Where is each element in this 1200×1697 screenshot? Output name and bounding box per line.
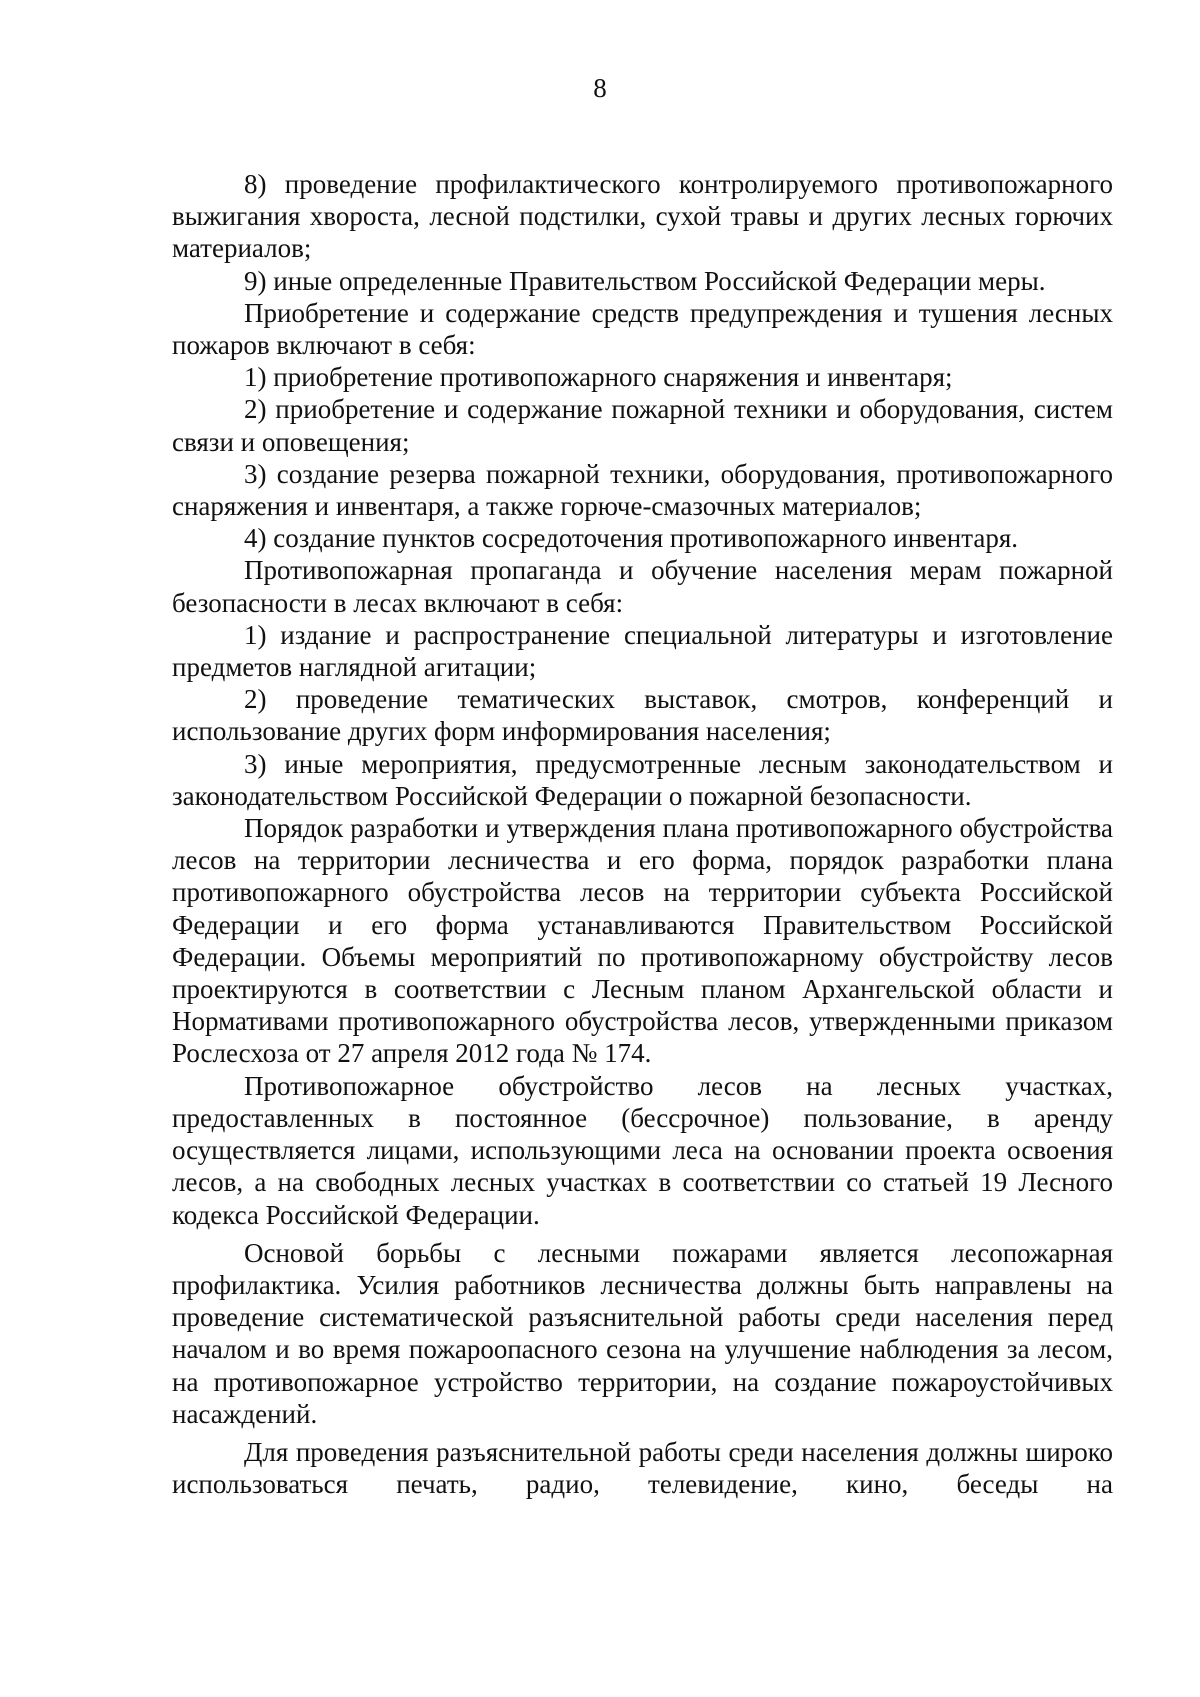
paragraph-fire-arrangement: Противопожарное обустройство лесов на лесных участках, предоставленных в постоянное (бессрочное) пользование, в аренду осуществляется лицами, использующими леса на основании проекта освоения лесов, а на свободных лесных участках в соответствии со статьей 19 Лесного кодекса Российской Федерации.	[172, 1070, 1113, 1230]
paragraph-prevention-basis: Основой борьбы с лесными пожарами является лесопожарная профилактика. Усилия работников лесничества должны быть направлены на проведение систематической разъяснительной работы среди населения перед началом и во время пожароопасного сезона на улучшение наблюдения за лесом, на противопожарное устройство территории, на создание пожароустойчивых насаждений.	[172, 1237, 1113, 1429]
document-body	[172, 168, 1113, 1500]
paragraph-means-item-1: 1) приобретение противопожарного снаряжения и инвентаря;	[244, 362, 953, 393]
paragraph-outreach: Для проведения разъяснительной работы среди населения должны широко использоваться печать, радио, телевидение, кино, беседы на	[172, 1436, 1113, 1500]
paragraph-means-item-4: 4) создание пунктов сосредоточения противопожарного инвентаря.	[244, 523, 1019, 554]
page-number: 8	[593, 73, 607, 103]
paragraph-propaganda-item-3: 3) иные мероприятия, предусмотренные лесным законодательством и законодательством Российской Федерации о пожарной безопасности.	[172, 748, 1113, 811]
paragraph-propaganda-item-2: 2) проведение тематических выставок, смотров, конференций и использование других форм информирования населения;	[172, 684, 1113, 747]
paragraph-means-item-2: 2) приобретение и содержание пожарной техники и оборудования, систем связи и оповещения;	[172, 394, 1113, 457]
paragraph-plan-procedure: Порядок разработки и утверждения плана противопожарного обустройства лесов на территории лесничества и его форма, порядок разработки плана противопожарного обустройства лесов на территории субъекта Российской Федерации и его форма устанавливаются Правительством Российской Федерации. Объемы мероприятий по противопожарному обустройству лесов проектируются в соответствии с Лесным планом Архангельской области и Нормативами противопожарного обустройства лесов, утвержденными приказом Рослесхоза от 27 апреля 2012 года № 174.	[172, 813, 1113, 1069]
paragraph-propaganda-item-1: 1) издание и распространение специальной литературы и изготовление предметов наглядной агитации;	[172, 619, 1113, 683]
paragraph-item-8: 8) проведение профилактического контролируемого противопожарного выжигания хвороста, лесной подстилки, сухой травы и других лесных горючих материалов;	[172, 169, 1113, 264]
paragraph-propaganda: Противопожарная пропаганда и обучение населения мерам пожарной безопасности в лесах включают в себя:	[172, 555, 1113, 618]
paragraph-fire-prevention-means: Приобретение и содержание средств предупреждения и тушения лесных пожаров включают в себя:	[172, 297, 1113, 361]
paragraph-item-9: 9) иные определенные Правительством Российской Федерации меры.	[244, 265, 1046, 296]
paragraph-means-item-3: 3) создание резерва пожарной техники, оборудования, противопожарного снаряжения и инвентаря, а также горюче-смазочных материалов;	[172, 458, 1113, 522]
